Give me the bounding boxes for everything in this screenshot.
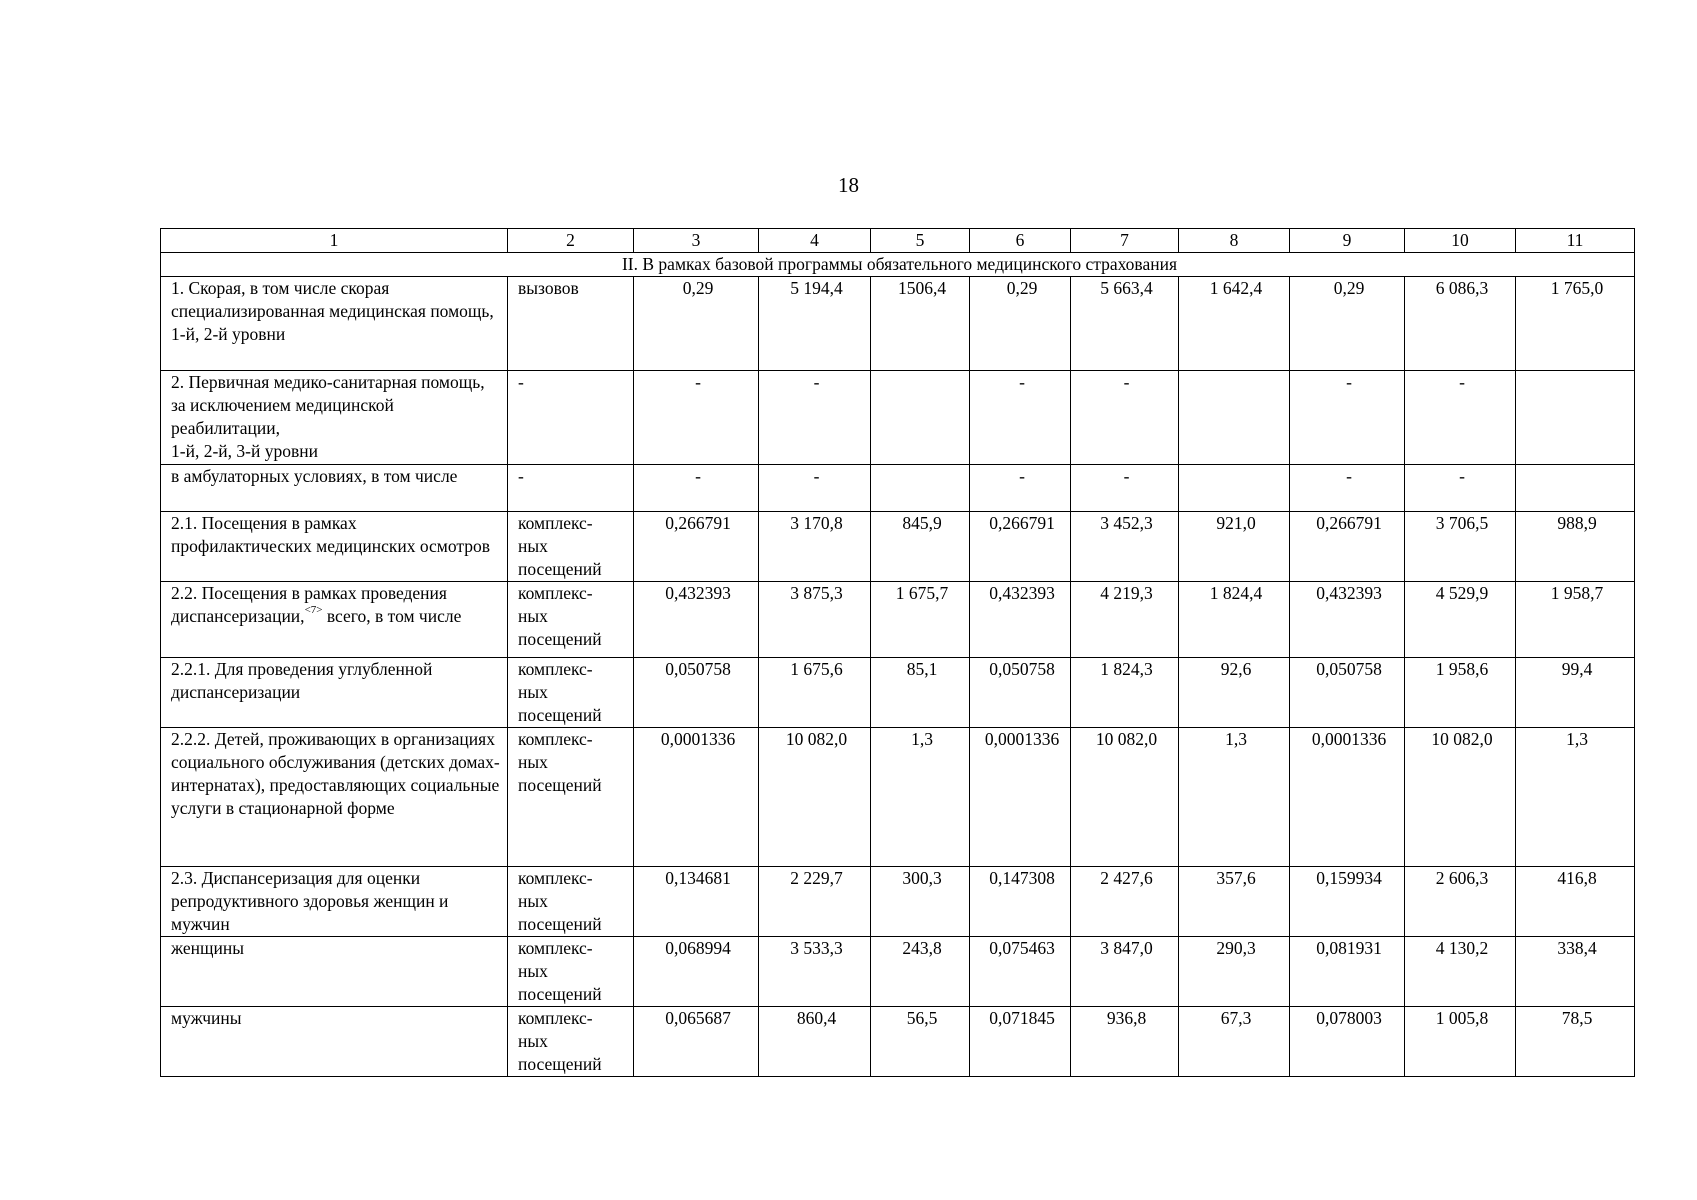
column-number-row — [161, 229, 1635, 253]
value-cell-col-6: - — [970, 371, 1071, 465]
value-cell-col-9: 0,159934 — [1290, 867, 1405, 937]
column-number-7: 7 — [1071, 229, 1179, 253]
value-cell-col-5 — [871, 371, 970, 465]
value-cell-col-11: 1 765,0 — [1516, 277, 1635, 371]
value-cell-col-7: 2 427,6 — [1071, 867, 1179, 937]
value-cell-col-3: 0,29 — [634, 277, 759, 371]
row-unit: комплекс- ных посещений — [508, 937, 634, 1007]
value-cell-col-5: 1 675,7 — [871, 582, 970, 658]
row-unit: - — [508, 371, 634, 465]
value-cell-col-8: 1 642,4 — [1179, 277, 1290, 371]
value-cell-col-11: 988,9 — [1516, 512, 1635, 582]
value-cell-col-8: 290,3 — [1179, 937, 1290, 1007]
value-cell-col-6: 0,266791 — [970, 512, 1071, 582]
value-cell-col-8 — [1179, 465, 1290, 512]
value-cell-col-3: - — [634, 465, 759, 512]
value-cell-col-7: 936,8 — [1071, 1007, 1179, 1077]
row-unit: комплекс- ных посещений — [508, 512, 634, 582]
row-name: мужчины — [161, 1007, 508, 1077]
row-unit: комплекс- ных посещений — [508, 582, 634, 658]
table-row — [161, 582, 1635, 658]
value-cell-col-7: 3 452,3 — [1071, 512, 1179, 582]
table-row — [161, 465, 1635, 512]
table-row — [161, 371, 1635, 465]
value-cell-col-10: 4 529,9 — [1405, 582, 1516, 658]
section-title: II. В рамках базовой программы обязательного медицинского страхования — [161, 253, 1635, 277]
table-row — [161, 728, 1635, 867]
column-number-9: 9 — [1290, 229, 1405, 253]
column-number-1: 1 — [161, 229, 508, 253]
value-cell-col-8: 357,6 — [1179, 867, 1290, 937]
value-cell-col-4: 2 229,7 — [759, 867, 871, 937]
value-cell-col-9: 0,29 — [1290, 277, 1405, 371]
value-cell-col-7: 3 847,0 — [1071, 937, 1179, 1007]
row-name-part: всего, в том числе — [322, 606, 462, 626]
row-name: 2.1. Посещения в рамках профилактических медицинских осмотров — [161, 512, 508, 582]
table-row — [161, 1007, 1635, 1077]
value-cell-col-4: 10 082,0 — [759, 728, 871, 867]
value-cell-col-9: 0,266791 — [1290, 512, 1405, 582]
value-cell-col-5: 56,5 — [871, 1007, 970, 1077]
value-cell-col-10: - — [1405, 465, 1516, 512]
value-cell-col-9: 0,050758 — [1290, 658, 1405, 728]
row-name: 2. Первичная медико-санитарная помощь, за исключением медицинской реабилитации, 1-й, 2-й, 3-й уровни — [161, 371, 508, 465]
value-cell-col-4: 3 875,3 — [759, 582, 871, 658]
value-cell-col-9: - — [1290, 465, 1405, 512]
value-cell-col-6: 0,050758 — [970, 658, 1071, 728]
value-cell-col-4: 1 675,6 — [759, 658, 871, 728]
table-row — [161, 658, 1635, 728]
row-name: 2.2.2. Детей, проживающих в организациях социального обслуживания (детских домах-интернатах), предоставляющих социальные услуги в стационарной форме — [161, 728, 508, 867]
row-name: 2.2.1. Для проведения углубленной диспансеризации — [161, 658, 508, 728]
value-cell-col-8: 1,3 — [1179, 728, 1290, 867]
column-number-5: 5 — [871, 229, 970, 253]
value-cell-col-3: 0,065687 — [634, 1007, 759, 1077]
value-cell-col-10: - — [1405, 371, 1516, 465]
value-cell-col-4: - — [759, 465, 871, 512]
value-cell-col-5: 243,8 — [871, 937, 970, 1007]
table-row — [161, 937, 1635, 1007]
value-cell-col-9: 0,432393 — [1290, 582, 1405, 658]
column-number-2: 2 — [508, 229, 634, 253]
value-cell-col-3: 0,134681 — [634, 867, 759, 937]
table-row — [161, 277, 1635, 371]
value-cell-col-6: 0,0001336 — [970, 728, 1071, 867]
column-number-10: 10 — [1405, 229, 1516, 253]
value-cell-col-6: - — [970, 465, 1071, 512]
value-cell-col-5: 300,3 — [871, 867, 970, 937]
row-unit: комплекс- ных посещений — [508, 867, 634, 937]
row-unit: комплекс- ных посещений — [508, 658, 634, 728]
value-cell-col-10: 2 606,3 — [1405, 867, 1516, 937]
row-name — [161, 582, 508, 658]
value-cell-col-6: 0,432393 — [970, 582, 1071, 658]
value-cell-col-11 — [1516, 465, 1635, 512]
value-cell-col-5: 1506,4 — [871, 277, 970, 371]
row-name: женщины — [161, 937, 508, 1007]
row-name: в амбулаторных условиях, в том числе — [161, 465, 508, 512]
row-unit: комплекс- ных посещений — [508, 1007, 634, 1077]
row-unit: вызовов — [508, 277, 634, 371]
row-unit: - — [508, 465, 634, 512]
value-cell-col-11: 1,3 — [1516, 728, 1635, 867]
table-row — [161, 867, 1635, 937]
column-number-4: 4 — [759, 229, 871, 253]
value-cell-col-11: 78,5 — [1516, 1007, 1635, 1077]
value-cell-col-5: 85,1 — [871, 658, 970, 728]
value-cell-col-6: 0,071845 — [970, 1007, 1071, 1077]
value-cell-col-11: 99,4 — [1516, 658, 1635, 728]
value-cell-col-10: 6 086,3 — [1405, 277, 1516, 371]
footnote-reference: <7> — [304, 604, 323, 616]
value-cell-col-11 — [1516, 371, 1635, 465]
row-name-part: 2.2. Посещения в рамках проведения диспансеризации, — [171, 583, 447, 626]
value-cell-col-11: 1 958,7 — [1516, 582, 1635, 658]
value-cell-col-8 — [1179, 371, 1290, 465]
value-cell-col-10: 1 005,8 — [1405, 1007, 1516, 1077]
value-cell-col-11: 338,4 — [1516, 937, 1635, 1007]
value-cell-col-3: - — [634, 371, 759, 465]
value-cell-col-3: 0,266791 — [634, 512, 759, 582]
value-cell-col-10: 1 958,6 — [1405, 658, 1516, 728]
value-cell-col-3: 0,0001336 — [634, 728, 759, 867]
row-name: 1. Скорая, в том числе скорая специализированная медицинская помощь, 1-й, 2-й уровни — [161, 277, 508, 371]
value-cell-col-11: 416,8 — [1516, 867, 1635, 937]
value-cell-col-10: 4 130,2 — [1405, 937, 1516, 1007]
value-cell-col-5: 845,9 — [871, 512, 970, 582]
value-cell-col-10: 10 082,0 — [1405, 728, 1516, 867]
value-cell-col-6: 0,147308 — [970, 867, 1071, 937]
column-number-6: 6 — [970, 229, 1071, 253]
value-cell-col-3: 0,050758 — [634, 658, 759, 728]
value-cell-col-3: 0,432393 — [634, 582, 759, 658]
value-cell-col-9: 0,078003 — [1290, 1007, 1405, 1077]
value-cell-col-4: - — [759, 371, 871, 465]
volume-cost-table — [160, 228, 1635, 1077]
value-cell-col-9: 0,0001336 — [1290, 728, 1405, 867]
value-cell-col-5 — [871, 465, 970, 512]
value-cell-col-8: 921,0 — [1179, 512, 1290, 582]
section-row — [161, 253, 1635, 277]
row-unit: комплекс- ных посещений — [508, 728, 634, 867]
value-cell-col-7: 5 663,4 — [1071, 277, 1179, 371]
row-name: 2.3. Диспансеризация для оценки репродуктивного здоровья женщин и мужчин — [161, 867, 508, 937]
value-cell-col-6: 0,29 — [970, 277, 1071, 371]
value-cell-col-7: 10 082,0 — [1071, 728, 1179, 867]
value-cell-col-10: 3 706,5 — [1405, 512, 1516, 582]
value-cell-col-7: - — [1071, 465, 1179, 512]
value-cell-col-7: - — [1071, 371, 1179, 465]
column-number-3: 3 — [634, 229, 759, 253]
value-cell-col-8: 92,6 — [1179, 658, 1290, 728]
value-cell-col-8: 67,3 — [1179, 1007, 1290, 1077]
value-cell-col-4: 3 170,8 — [759, 512, 871, 582]
value-cell-col-7: 1 824,3 — [1071, 658, 1179, 728]
value-cell-col-7: 4 219,3 — [1071, 582, 1179, 658]
value-cell-col-9: - — [1290, 371, 1405, 465]
page-number: 18 — [838, 173, 859, 197]
value-cell-col-4: 3 533,3 — [759, 937, 871, 1007]
value-cell-col-9: 0,081931 — [1290, 937, 1405, 1007]
value-cell-col-3: 0,068994 — [634, 937, 759, 1007]
value-cell-col-6: 0,075463 — [970, 937, 1071, 1007]
column-number-8: 8 — [1179, 229, 1290, 253]
table-row — [161, 512, 1635, 582]
value-cell-col-5: 1,3 — [871, 728, 970, 867]
value-cell-col-4: 860,4 — [759, 1007, 871, 1077]
value-cell-col-8: 1 824,4 — [1179, 582, 1290, 658]
value-cell-col-4: 5 194,4 — [759, 277, 871, 371]
column-number-11: 11 — [1516, 229, 1635, 253]
